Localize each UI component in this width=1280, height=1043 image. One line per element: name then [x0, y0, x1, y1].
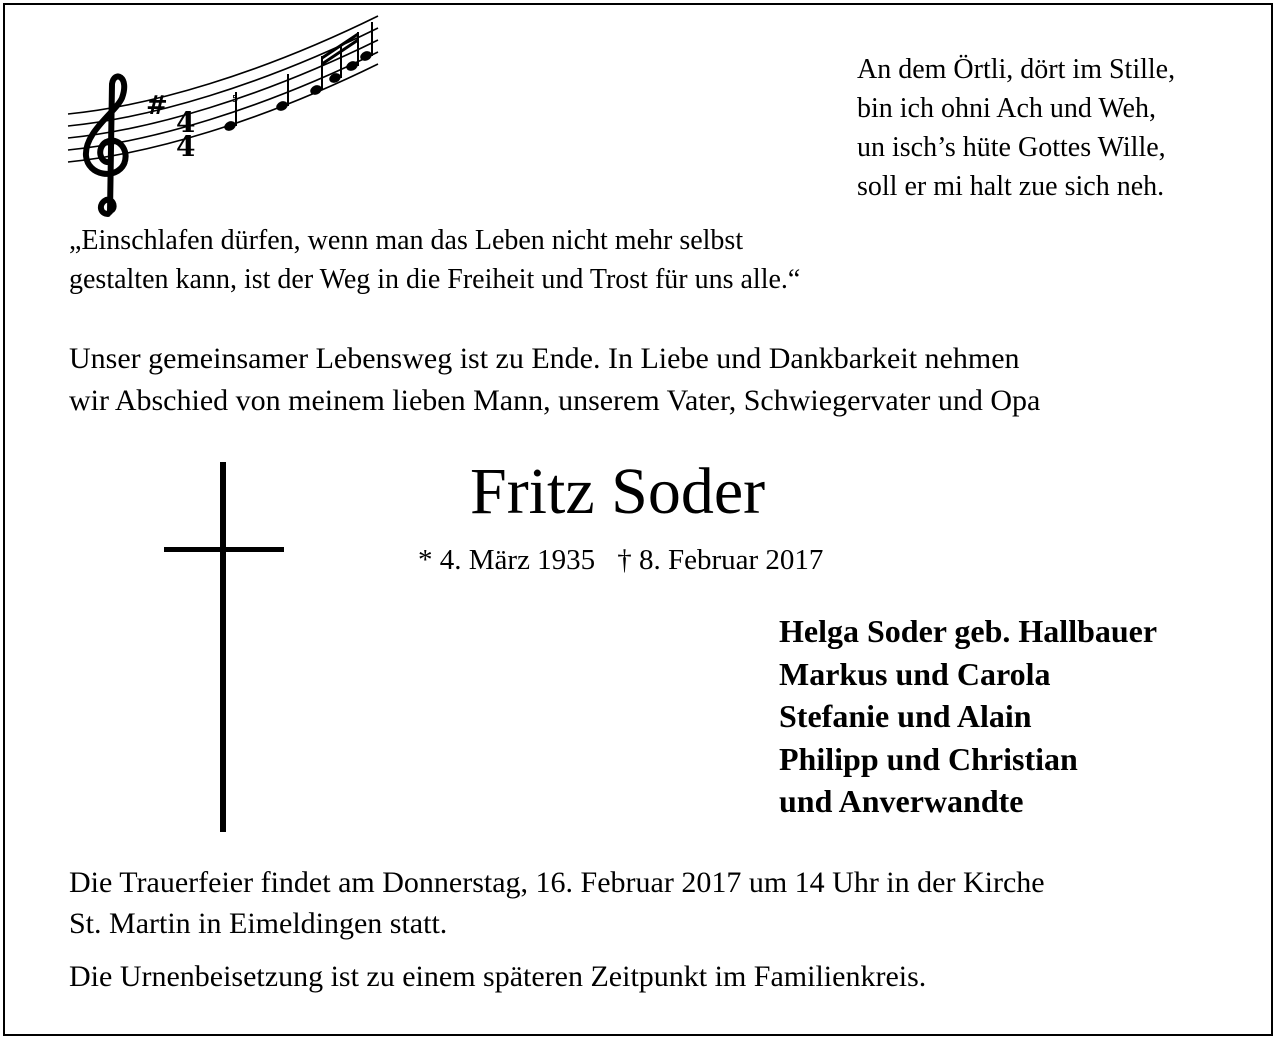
svg-text:#: # — [146, 91, 168, 121]
intro-text — [69, 338, 1229, 422]
quote — [69, 221, 800, 299]
poem-line: soll er mi halt zue sich neh. — [857, 171, 1165, 202]
mourner: Markus und Carola — [779, 655, 1051, 692]
intro-line: Unser gemeinsamer Lebensweg ist zu Ende. In Liebe und Dankbarkeit nehmen — [69, 342, 1020, 375]
quote-line: „Einschlafen dürfen, wenn man das Leben nicht mehr selbst — [69, 225, 744, 256]
poem — [857, 50, 1175, 206]
mourners-list — [779, 610, 1157, 823]
mourner: Philipp und Christian — [779, 740, 1078, 777]
svg-text:4: 4 — [176, 130, 196, 163]
urn-burial-info: Die Urnenbeisetzung ist zu einem späteren Zeitpunkt im Familienkreis. — [69, 960, 927, 993]
svg-text:5: 5 — [232, 94, 239, 105]
music-staff-icon — [60, 14, 390, 224]
death-date: † 8. Februar 2017 — [617, 544, 824, 576]
mourner: Stefanie und Alain — [779, 698, 1032, 734]
deceased-name: Fritz Soder — [470, 455, 766, 528]
svg-text:4: 4 — [176, 106, 196, 139]
funeral-info — [69, 862, 1045, 944]
poem-line: An dem Örtli, dört im Stille, — [857, 54, 1176, 85]
cross-icon-bar — [164, 547, 284, 552]
poem-line: un isch’s hüte Gottes Wille, — [857, 132, 1166, 163]
cross-icon — [220, 462, 226, 832]
intro-line: wir Abschied von meinem lieben Mann, unserem Vater, Schwiegervater und Opa — [69, 384, 1041, 417]
funeral-line: Die Trauerfeier findet am Donnerstag, 16. Februar 2017 um 14 Uhr in der Kirche — [69, 866, 1045, 899]
life-dates — [418, 540, 823, 580]
funeral-line: St. Martin in Eimeldingen statt. — [69, 907, 448, 940]
mourner: Helga Soder geb. Hallbauer — [779, 613, 1158, 649]
quote-line: gestalten kann, ist der Weg in die Freiheit und Trost für uns alle.“ — [69, 264, 801, 295]
birth-date: * 4. März 1935 — [418, 544, 596, 576]
mourner: und Anverwandte — [779, 783, 1024, 819]
poem-line: bin ich ohni Ach und Weh, — [857, 93, 1156, 124]
